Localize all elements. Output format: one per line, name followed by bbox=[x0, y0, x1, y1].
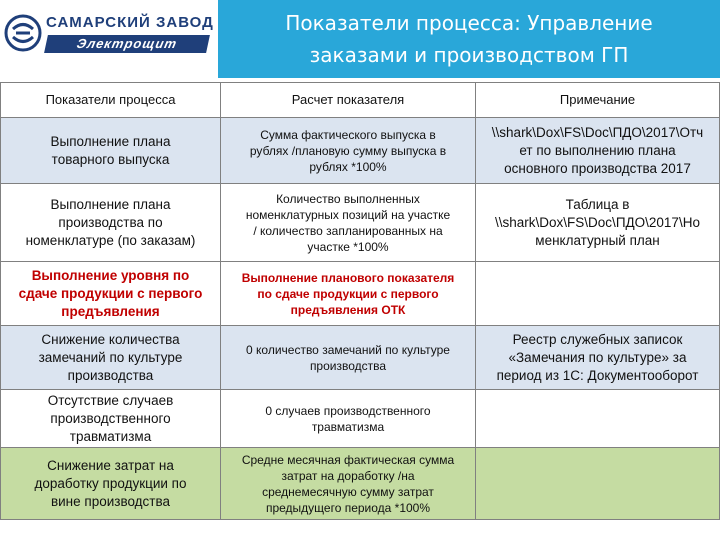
table-row bbox=[1, 118, 720, 184]
logo-text-brand: Электрощит bbox=[44, 35, 210, 53]
calculation-cell: Средне месячная фактическая сумма затрат на доработку /на среднемесячную сумму затрат предыдущего периода *100% bbox=[221, 448, 476, 520]
indicator-cell: Выполнение плана производства по номенклатуре (по заказам) bbox=[1, 184, 221, 262]
note-cell: Реестр служебных записок «Замечания по культуре» за период из 1С: Документооборот bbox=[476, 326, 720, 390]
calculation-cell: 0 случаев производственного травматизма bbox=[221, 390, 476, 448]
table-row bbox=[1, 448, 720, 520]
logo-text-company: САМАРСКИЙ ЗАВОД bbox=[46, 14, 214, 31]
note-cell bbox=[476, 262, 720, 326]
note-cell: Таблица в \\shark\Dox\FS\Doc\ПДО\2017\Но менклатурный план bbox=[476, 184, 720, 262]
process-indicators-table bbox=[0, 82, 720, 520]
calculation-cell: Количество выполненных номенклатурных позиций на участке / количество запланированных на участке *100% bbox=[221, 184, 476, 262]
table-row bbox=[1, 326, 720, 390]
table-row bbox=[1, 262, 720, 326]
indicator-cell: Снижение количества замечаний по культуре производства bbox=[1, 326, 221, 390]
slide-title-line1: Показатели процесса: Управление bbox=[285, 11, 653, 35]
company-logo bbox=[0, 0, 218, 78]
logo-emblem-icon bbox=[4, 14, 42, 52]
table-header-row bbox=[1, 83, 720, 118]
slide-title-line2: заказами и производством ГП bbox=[309, 43, 629, 67]
indicator-cell: Выполнение плана товарного выпуска bbox=[1, 118, 221, 184]
table-row bbox=[1, 184, 720, 262]
note-cell bbox=[476, 448, 720, 520]
indicator-cell: Отсутствие случаев производственного травматизма bbox=[1, 390, 221, 448]
column-header-indicator: Показатели процесса bbox=[1, 83, 221, 118]
calculation-cell: 0 количество замечаний по культуре производства bbox=[221, 326, 476, 390]
column-header-note: Примечание bbox=[476, 83, 720, 118]
column-header-calculation: Расчет показателя bbox=[221, 83, 476, 118]
calculation-cell: Выполнение планового показателя по сдаче продукции с первого предъявления ОТК bbox=[221, 262, 476, 326]
indicator-cell: Снижение затрат на доработку продукции по вине производства bbox=[1, 448, 221, 520]
indicator-cell: Выполнение уровня по сдаче продукции с первого предъявления bbox=[1, 262, 221, 326]
note-cell: \\shark\Dox\FS\Doc\ПДО\2017\Отч ет по выполнению плана основного производства 2017 bbox=[476, 118, 720, 184]
calculation-cell: Сумма фактического выпуска в рублях /плановую сумму выпуска в рублях *100% bbox=[221, 118, 476, 184]
slide-title bbox=[218, 0, 720, 78]
note-cell bbox=[476, 390, 720, 448]
table-row bbox=[1, 390, 720, 448]
